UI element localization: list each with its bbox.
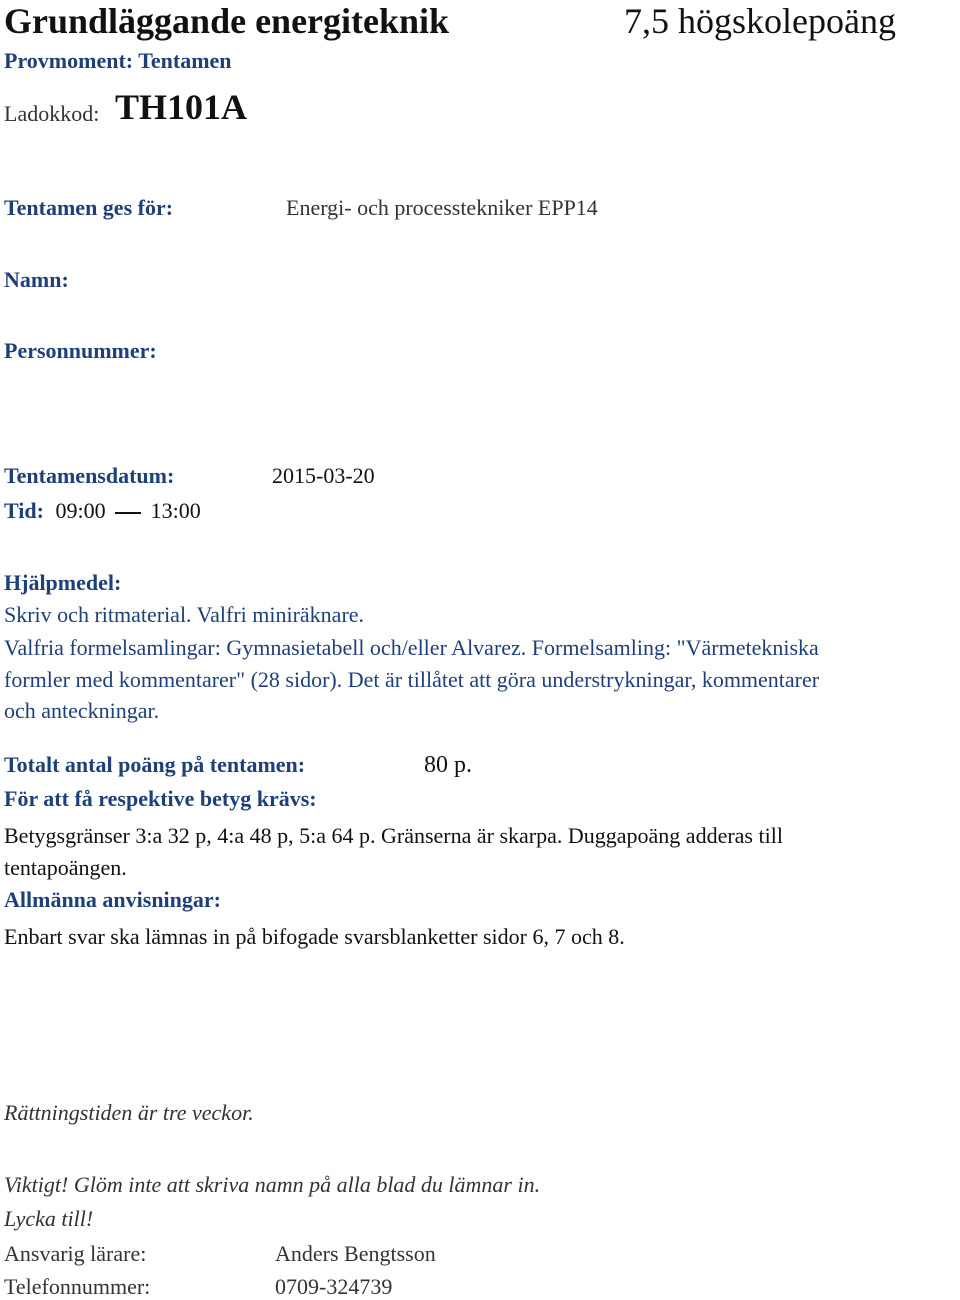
date-label: Tentamensdatum: bbox=[4, 463, 175, 488]
given-for-value: Energi- och processtekniker EPP14 bbox=[286, 195, 598, 220]
good-luck: Lycka till! bbox=[4, 1206, 94, 1231]
name-label: Namn: bbox=[4, 267, 69, 292]
total-points-value: 80 p. bbox=[424, 752, 472, 778]
course-title: Grundläggande energiteknik bbox=[4, 1, 450, 41]
teacher-name: Anders Bengtsson bbox=[275, 1241, 436, 1266]
grade-limits-line-1: Betygsgränser 3:a 32 p, 4:a 48 p, 5:a 64 p. Gränserna är skarpa. Duggapoäng adderas till bbox=[4, 823, 783, 848]
given-for-label: Tentamen ges för: bbox=[4, 195, 174, 220]
time-end: 13:00 bbox=[150, 498, 201, 523]
personal-number-label: Personnummer: bbox=[4, 338, 157, 363]
time-label: Tid: bbox=[4, 498, 44, 523]
date-value: 2015-03-20 bbox=[272, 463, 375, 488]
aids-heading: Hjälpmedel: bbox=[4, 570, 122, 595]
ladok-label: Ladokkod: bbox=[4, 101, 100, 126]
aids-line-4: och anteckningar. bbox=[4, 698, 160, 723]
ladok-code: TH101A bbox=[115, 87, 248, 127]
time-start: 09:00 bbox=[55, 498, 106, 523]
phone-value: 0709-324739 bbox=[275, 1274, 393, 1299]
teacher-label: Ansvarig lärare: bbox=[4, 1241, 147, 1266]
time-dash bbox=[115, 512, 141, 514]
credits: 7,5 högskolepoäng bbox=[624, 1, 896, 41]
exam-part: Provmoment: Tentamen bbox=[4, 48, 232, 73]
correction-time: Rättningstiden är tre veckor. bbox=[4, 1100, 254, 1125]
grade-required-label: För att få respektive betyg krävs: bbox=[4, 786, 317, 811]
important-note: Viktigt! Glöm inte att skriva namn på alla blad du lämnar in. bbox=[4, 1172, 541, 1197]
time-row bbox=[4, 498, 201, 524]
aids-line-3: formler med kommentarer" (28 sidor). Det är tillåtet att göra understrykningar, kommentarer bbox=[4, 667, 820, 692]
instructions-text: Enbart svar ska lämnas in på bifogade svarsblanketter sidor 6, 7 och 8. bbox=[4, 924, 625, 949]
aids-line-2: Valfria formelsamlingar: Gymnasietabell och/eller Alvarez. Formelsamling: "Värmetekniska bbox=[4, 635, 819, 660]
phone-label: Telefonnummer: bbox=[4, 1274, 151, 1299]
total-points-label: Totalt antal poäng på tentamen: bbox=[4, 752, 306, 777]
aids-line-1: Skriv och ritmaterial. Valfri miniräknare. bbox=[4, 602, 365, 627]
grade-limits-line-2: tentapoängen. bbox=[4, 855, 127, 880]
instructions-heading: Allmänna anvisningar: bbox=[4, 887, 221, 912]
